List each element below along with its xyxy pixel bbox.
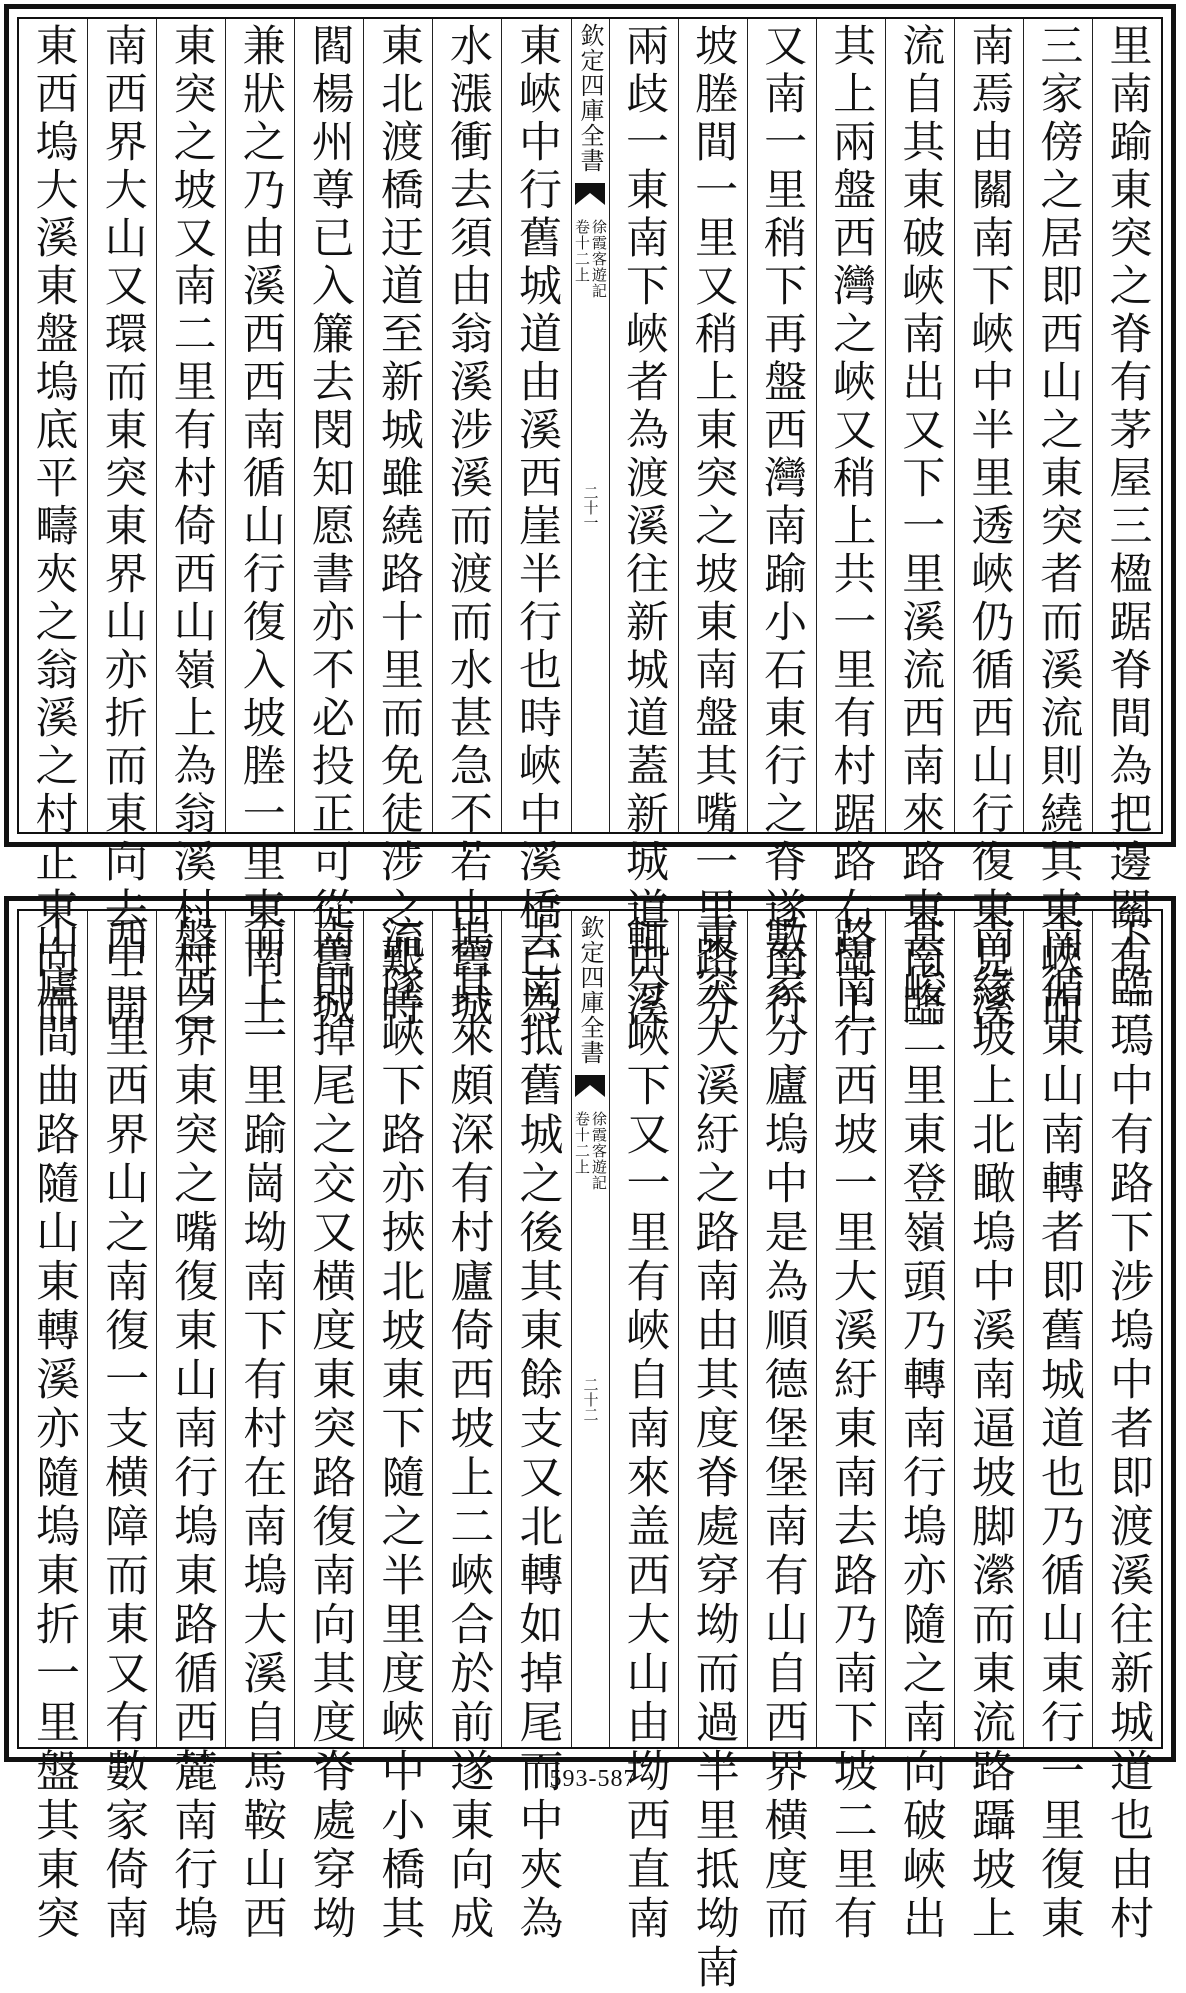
text-column [225, 19, 294, 1031]
text-column [609, 911, 678, 1944]
column-text: 下臨塢中有路下涉塢中者即渡溪往新城道也由村 [1101, 915, 1153, 1944]
text-column [363, 911, 432, 1944]
volume-number: 卷十二上 [573, 219, 591, 283]
text-column [432, 19, 501, 1031]
column-text: 西二里西界山之南復一支横障而東又有數家倚南 [97, 915, 149, 1944]
text-column [1023, 19, 1092, 1031]
volume-number: 卷十二上 [573, 1111, 591, 1175]
text-column [954, 19, 1023, 1031]
column-text: 東北渡橋迂道至新城雖繞路十里而免徒涉之艱時 [373, 23, 424, 1031]
text-column [1092, 911, 1161, 1944]
column-text: 盤西界東突之嘴復東山南行塢東路循西麓南行塢 [166, 915, 218, 1944]
column-text: 南則掉尾之交又横度東突路復南向其度脊處穿坳 [304, 915, 356, 1944]
column-text: 閻楊州尊已入簾去閔知愿書亦不必投正可從舊城 [304, 23, 355, 1031]
column-text: 東突之坡又南二里有村倚西山嶺上為翁溪村村之 [166, 23, 217, 1031]
column-text: 流墜峽下路亦挾北坡東下隨之半里度峽中小橋其 [373, 915, 425, 1944]
column-text: 兼狀之乃由溪西西南循山行復入坡塍一里東南上 [235, 23, 286, 1031]
volume-info [574, 219, 606, 299]
text-column [1092, 19, 1161, 1031]
column-text: 又南一里稍下再盤西灣南踰小石東行之脊遂南行 [757, 23, 808, 1031]
text-column [1023, 911, 1092, 1944]
leaf-number: 二十二 [581, 1377, 600, 1422]
page-id-footer: 593-587 [549, 1766, 637, 1792]
text-column [363, 19, 432, 1031]
column-text: 塢其來頗深有村廬倚西坡上二峽合於前遂東向成 [442, 915, 494, 1944]
text-column [885, 19, 954, 1031]
leaf-number: 二十一 [581, 485, 600, 530]
column-text: 南焉由關南下峽中半里透峽仍循西山行復東見溪 [964, 23, 1015, 1031]
text-column [747, 19, 816, 1031]
text-column [19, 911, 87, 1944]
text-column [885, 911, 954, 1944]
column-text: 甚峻二里東登嶺頭乃轉南行塢亦隨之南向破峽出 [894, 915, 946, 1944]
column-text: 兩歧一東南下峽者為渡溪往新城道蓋新城道由溪 [619, 23, 670, 1031]
column-text: 山廬間曲路隨山東轉溪亦隨塢東折一里盤其東突 [28, 915, 80, 1944]
column-text: 輒分峽下又一里有峽自南來盖西大山由坳西直南 [618, 915, 670, 1944]
fish-tail-mark-icon [575, 1075, 605, 1097]
text-column [156, 911, 225, 1944]
center-fold-column [571, 911, 609, 1747]
text-column [225, 911, 294, 1944]
top-page-frame [17, 17, 1163, 1031]
column-text: 水漲衝去須由翁溪涉溪而渡而水甚急不若由舊城 [442, 23, 493, 1031]
text-column [87, 19, 156, 1031]
column-text: 去南抵舊城之後其東餘支又北轉如掉尾而中夾為 [511, 915, 563, 1944]
column-text: 坡塍間一里又稍上東突之坡東南盤其嘴一里路分 [688, 23, 739, 1031]
column-text: 南循東山南轉者即舊城道也乃循山東行一里復東 [1032, 915, 1084, 1944]
text-column [432, 911, 501, 1944]
text-column [678, 19, 747, 1031]
column-text: 數家分廬塢中是為順德堡堡南有山自西界横度而 [756, 915, 808, 1944]
text-column [87, 911, 156, 1944]
column-text: 而上一里踰崗坳南下有村在南塢大溪自馬鞍山西 [235, 915, 287, 1944]
sub-title: 徐霞客遊記 [590, 219, 608, 299]
text-column [678, 911, 747, 1993]
text-column [501, 911, 570, 1944]
column-text: 東峽中行舊城道由溪西崖半行也時峽中溪橋已為 [511, 23, 562, 1031]
column-text: 里南踰東突之脊有茅屋三楹踞脊間為把邊關有二 [1102, 23, 1153, 1031]
text-column [954, 911, 1023, 1944]
text-column [816, 19, 885, 1031]
text-column [501, 19, 570, 1031]
column-text: 三家傍之居即西山之東突者而溪流則繞其東峽而 [1033, 23, 1084, 1031]
top-page [4, 4, 1176, 1031]
column-text: 流自其東破峽南出又下一里溪流西南來路東南臨 [895, 23, 946, 1031]
column-text: 南西界大山又環而東突東界山亦折而東向去中開 [97, 23, 148, 1031]
volume-info [574, 1111, 606, 1191]
column-text: 南緣坡上北瞰塢中溪南逼坡脚瀠而東流路躡坡上 [963, 915, 1015, 1944]
text-column [294, 19, 363, 1031]
text-column [747, 911, 816, 1944]
column-text: 東突大溪紆之路南由其度脊處穿坳而過半里抵坳南 [687, 915, 739, 1993]
column-text: 東西塢大溪東盤塢底平疇夾之翁溪之村正東向而 [28, 23, 79, 1031]
column-text: 其上兩盤西灣之峽又稍上共一里有村踞路右崗上 [826, 23, 877, 1031]
text-column [816, 911, 885, 1944]
book-title: 欽定四庫全書 [576, 23, 604, 173]
book-title: 欽定四庫全書 [576, 915, 604, 1065]
column-text: 路南行西坡一里大溪紆東南去路乃南下坡二里有 [825, 915, 877, 1944]
text-column [156, 19, 225, 1031]
fish-tail-mark-icon [575, 183, 605, 205]
text-column [294, 911, 363, 1944]
text-column [19, 19, 87, 1031]
center-fold-column [571, 19, 609, 832]
sub-title: 徐霞客遊記 [590, 1111, 608, 1191]
text-column [609, 19, 678, 1031]
